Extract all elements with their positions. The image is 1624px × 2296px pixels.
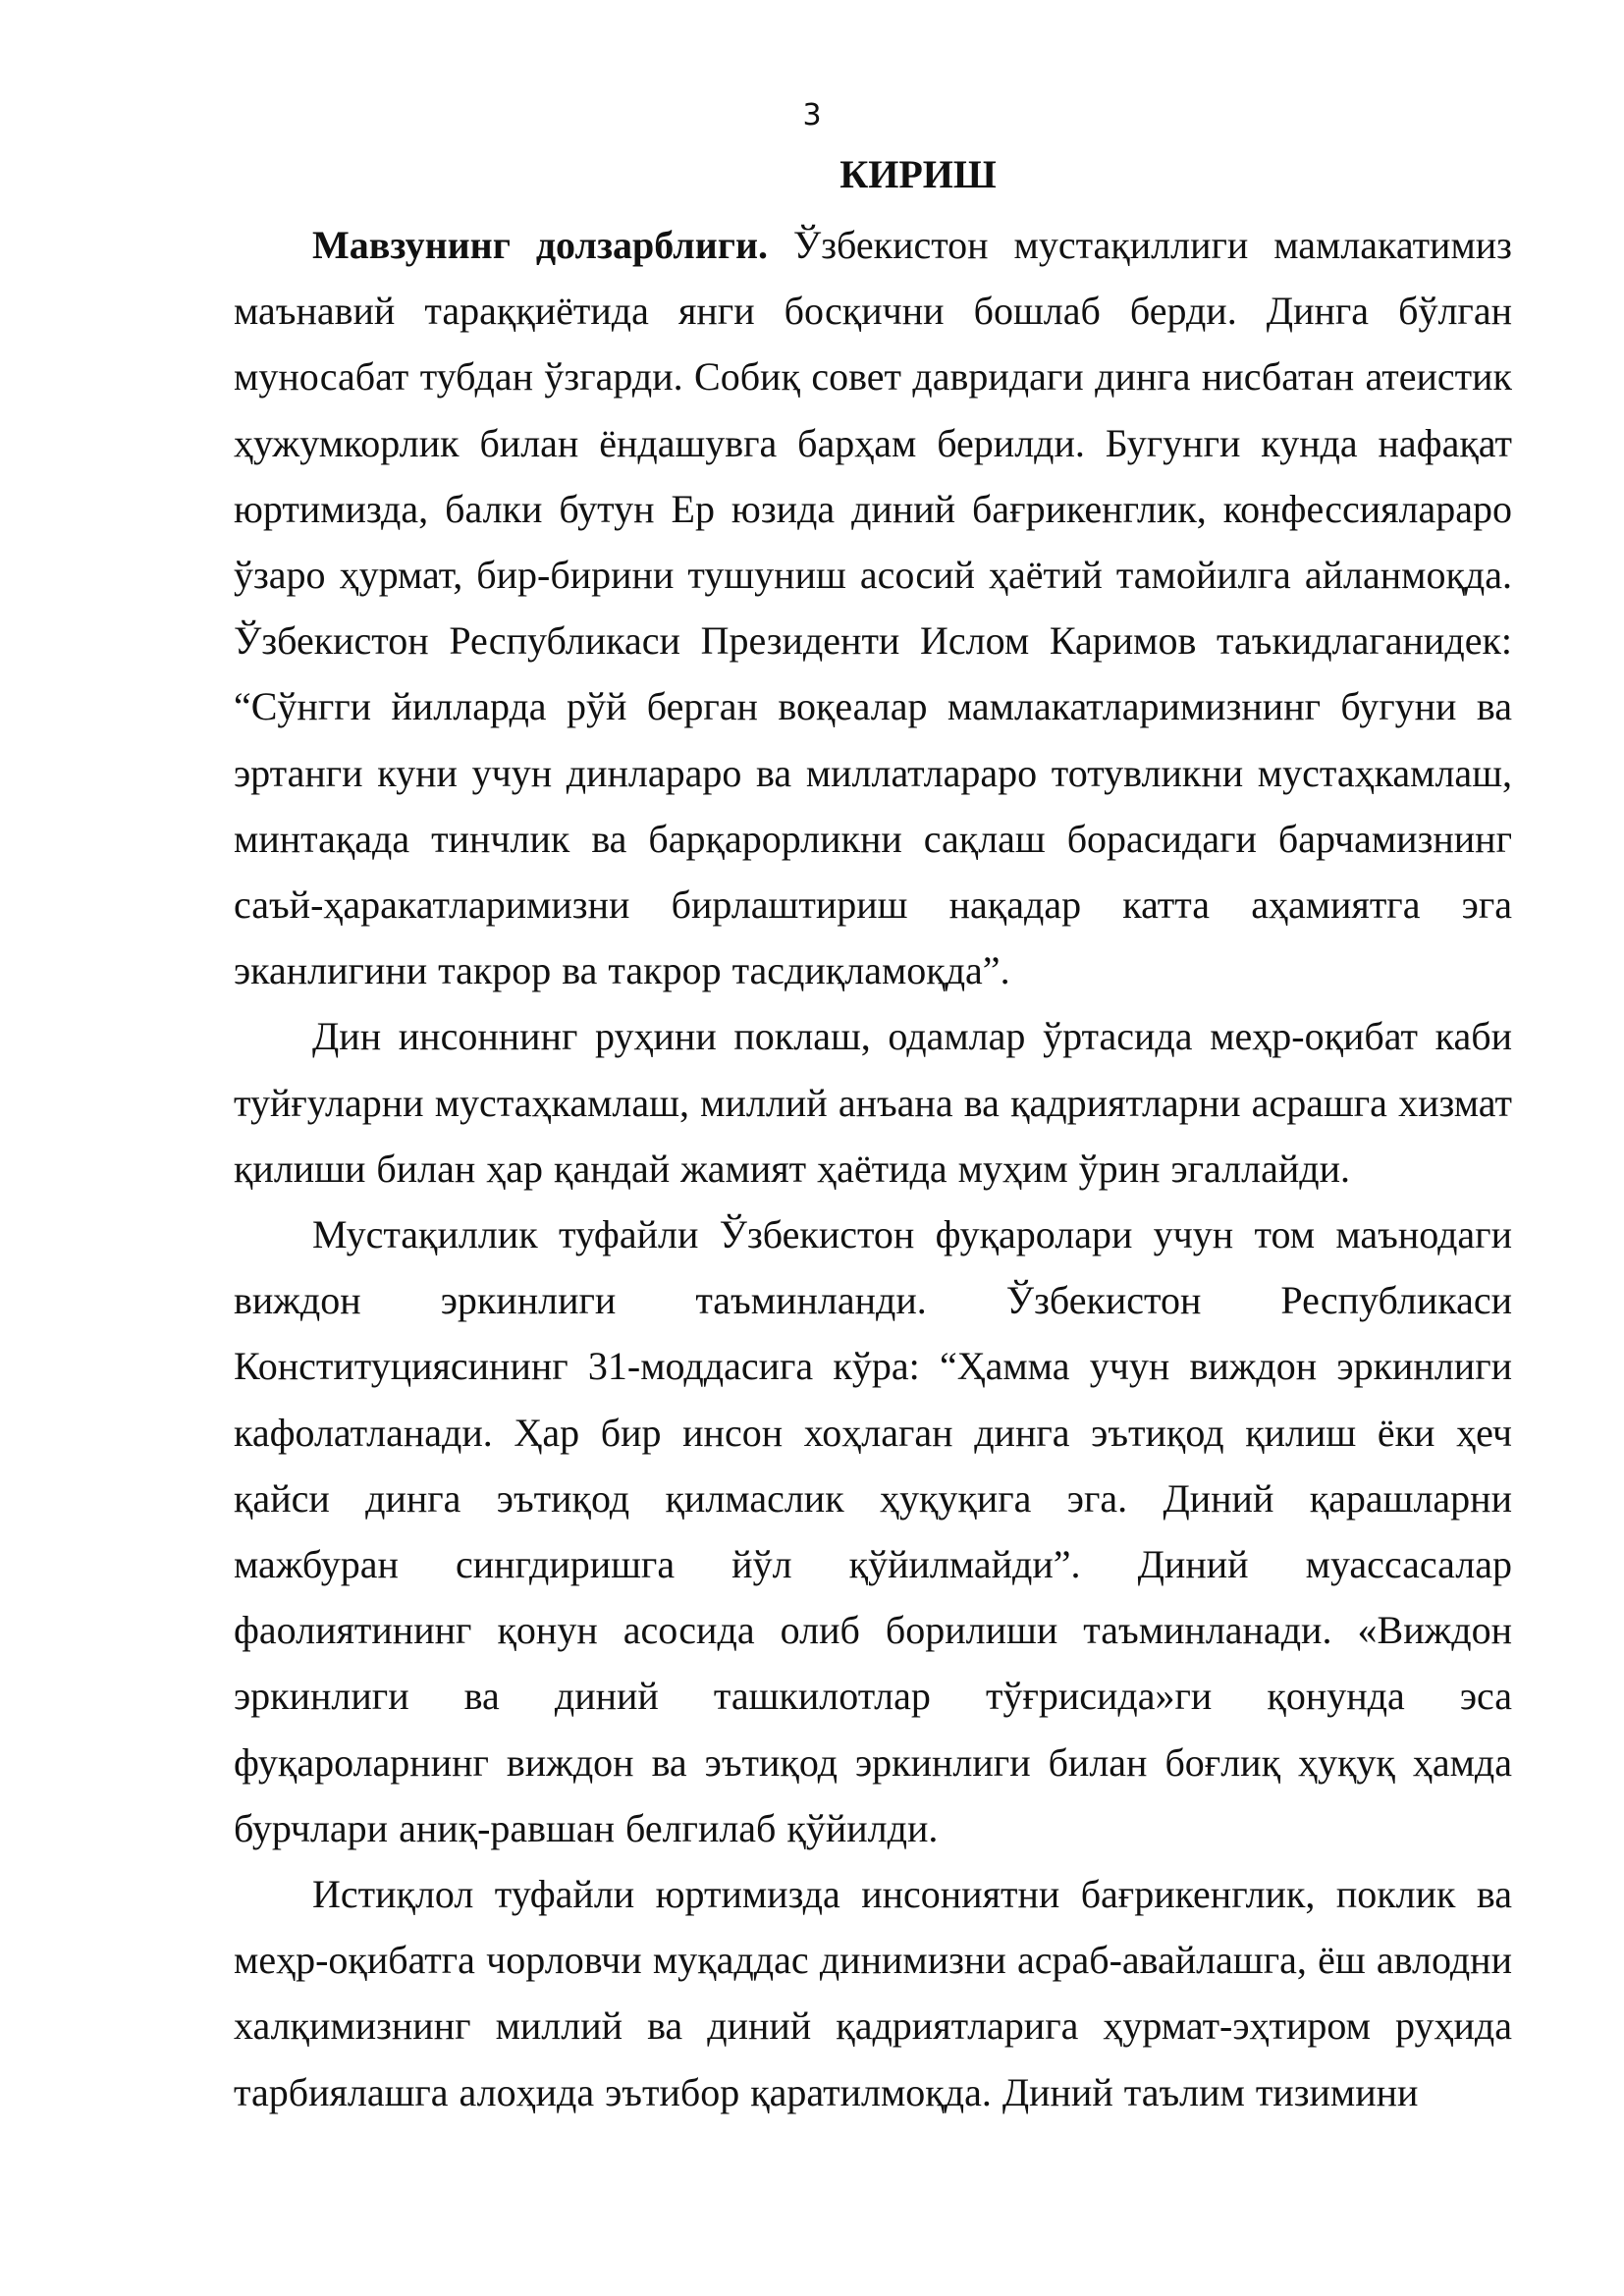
paragraph-relevance bbox=[234, 212, 1512, 1003]
paragraph-religion-role: Дин инсоннинг руҳини поклаш, одамлар ўртасида меҳр-оқибат каби туйғуларни мустаҳкамлаш, миллий анъана ва қадриятларни асрашга хизмат қилиши билан ҳар қандай жамият ҳаётида муҳим ўрин эгаллайди. bbox=[234, 1014, 1512, 1191]
paragraph-text: Ўзбекистон мустақиллиги мамлакатимиз маънавий тараққиётида янги босқични бошлаб берди. Динга бўлган муносабат тубдан ўзгарди. Собиқ совет давридаги динга нисбатан атеистик ҳужумкорлик билан ёндашувга барҳам берилди. Бугунги кунда нафақат юртимизда, балки бутун Ер юзида диний бағрикенглик, конфессиялараро ўзаро ҳурмат, бир-бирини тушуниш асосий ҳаётий тамойилга айланмоқда. Ўзбекистон Республикаси Президенти Ислом Каримов таъкидлаганидек: “Сўнгги йилларда рўй берган воқеалар мамлакатларимизнинг бугуни ва эртанги куни учун динлараро ва миллатлараро тотувликни мустаҳкамлаш, минтақада тинчлик ва барқарорликни сақлаш борасидаги барчамизнинг саъй-ҳаракатларимизни бирлаштириш нақадар катта аҳамиятга эга эканлигини такрор ва такрор тасдиқламоқда”. bbox=[234, 223, 1512, 993]
page-number: 3 bbox=[802, 98, 822, 133]
paragraph-independence: Истиқлол туфайли юртимизда инсониятни бағрикенглик, поклик ва меҳр-оқибатга чорловчи муқаддас динимизни асраб-авайлашга, ёш авлодни халқимизнинг миллий ва диний қадриятларига ҳурмат-эҳтиром руҳида тарбиялашга алоҳида эътибор қаратилмоқда. Диний таълим тизимини bbox=[234, 1872, 1512, 2114]
paragraph-lead: Мавзунинг долзарблиги. bbox=[312, 223, 768, 267]
body-text bbox=[234, 212, 1512, 2125]
section-heading: КИРИШ bbox=[839, 152, 997, 196]
paragraph-freedom-of-conscience: Мустақиллик туфайли Ўзбекистон фуқаролари учун том маънодаги виждон эркинлиги таъминланди. Ўзбекистон Республикаси Конституциясининг 31-моддасига кўра: “Ҳамма учун виждон эркинлиги кафолатланади. Ҳар бир инсон хоҳлаган динга эътиқод қилиш ёки ҳеч қайси динга эътиқод қилмаслик ҳуқуқига эга. Диний қарашларни мажбуран сингдиришга йўл қўйилмайди”. Диний муассасалар фаолиятининг қонун асосида олиб борилиши таъминланади. «Виждон эркинлиги ва диний ташкилотлар тўғрисида»ги қонунда эса фуқароларнинг виждон ва эътиқод эркинлиги билан боғлиқ ҳуқуқ ҳамда бурчлари аниқ-равшан белгилаб қўйилди. bbox=[234, 1212, 1512, 1850]
